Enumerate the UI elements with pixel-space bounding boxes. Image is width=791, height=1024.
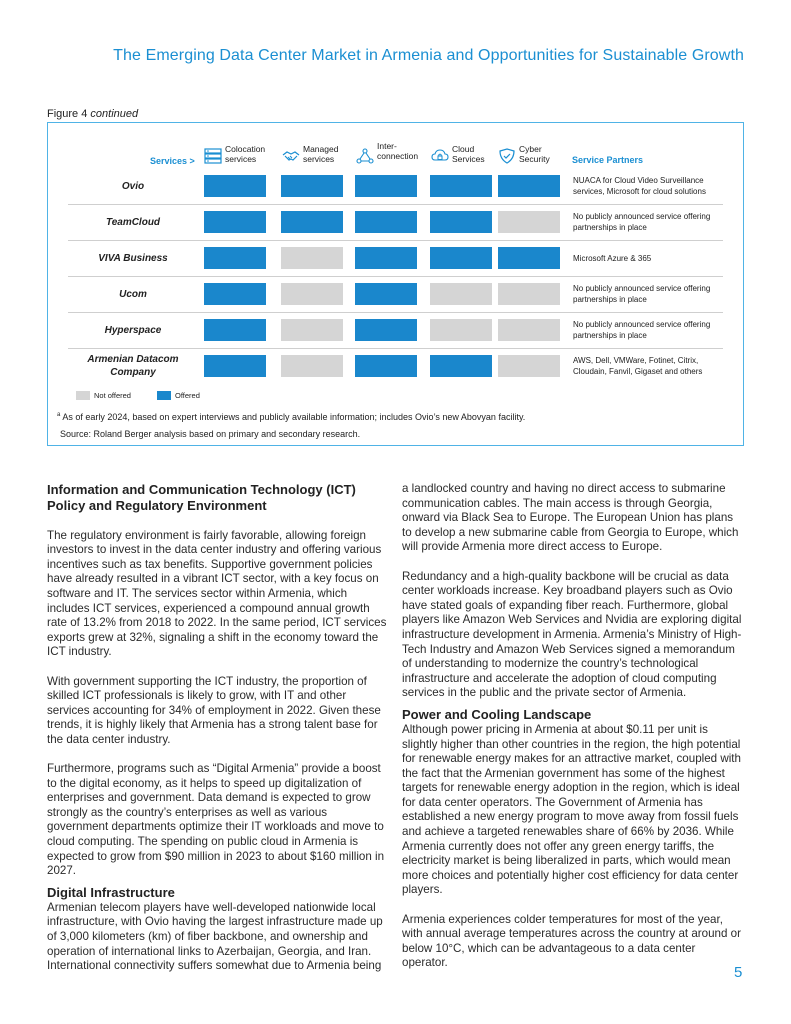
cell-not-offered: [281, 319, 343, 341]
service-partners-text: No publicly announced service offering partnerships in place: [573, 320, 711, 340]
services-label: Services >: [150, 156, 195, 166]
cell-offered: [204, 211, 266, 233]
cell-offered: [204, 175, 266, 197]
paragraph: The regulatory environment is fairly favorable, allowing foreign investors to invest in the data center industry and offering various incentives such as tax benefits. Supportive government policies have already resulted in a vibrant ICT sector, with a key focus on software and IT. The services sector within Armenia, which includes ICT services, experienced a compound annual growth rate of 13.2% from 2018 to 2022. In the same period, ICT services exports grew at 32%, signaling a shift in the economy toward the ICT industry.: [47, 528, 387, 659]
service-label-colocation: Colocation services: [225, 144, 266, 164]
cell-offered: [204, 247, 266, 269]
cell-not-offered: [430, 283, 492, 305]
cell-not-offered: [281, 283, 343, 305]
cell-not-offered: [498, 283, 560, 305]
company-name: Hyperspace: [104, 324, 162, 336]
service-label-managed: Managed services: [303, 144, 339, 164]
company-name: VIVA Business: [98, 252, 168, 264]
service-header-colocation: [204, 145, 265, 167]
cell-offered: [355, 355, 417, 377]
cell-offered: [281, 211, 343, 233]
paragraph: Armenian telecom players have well-developed nationwide local infrastructure, with Ovio having the largest infrastructure made up of 3,000 kilometers (km) of fiber backbone, and ownership and operation of international links to Azerbaijan, Georgia, and Iran. International connectivity suffers somewhat due to Armenia being: [47, 900, 383, 973]
cell-offered: [498, 175, 560, 197]
service-partners-text: NUACA for Cloud Video Surveillance services, Microsoft for cloud solutions: [573, 176, 706, 196]
handshake-icon: [282, 148, 300, 164]
network-nodes-icon: [356, 148, 374, 164]
cloud-lock-icon: [431, 148, 449, 164]
table-row: [68, 168, 723, 204]
cell-not-offered: [498, 355, 560, 377]
table-row: [68, 204, 723, 240]
figure-source: Source: Roland Berger analysis based on primary and secondary research.: [60, 429, 361, 439]
table-row: [68, 276, 723, 312]
legend-label-offered: Offered: [174, 391, 200, 400]
cell-offered: [355, 175, 417, 197]
table-row: [68, 240, 723, 276]
service-partners-text: No publicly announced service offering partnerships in place: [573, 212, 711, 232]
figure-number: Figure 4: [47, 108, 88, 120]
paragraph: a landlocked country and having no direct access to submarine communication cables. The main access is through Georgia, onward via Black Sea to Europe. The European Union has plans to develop a new submarine cable from Georgia to Europe, which will provide Armenia more direct access to Europe.: [402, 482, 739, 554]
cell-offered: [281, 175, 343, 197]
company-name: TeamCloud: [105, 216, 161, 228]
service-partners-text: AWS, Dell, VMWare, Fotinet, Citrix, Cloudain, Fanvil, Gigaset and others: [573, 356, 703, 376]
cell-not-offered: [430, 319, 492, 341]
cell-offered: [204, 355, 266, 377]
cell-offered: [355, 319, 417, 341]
legend-item-not-offered: [76, 391, 131, 400]
section-heading-ict: Information and Communication Technology (ICT) Policy and Regulatory Environment: [47, 482, 356, 513]
service-header-interconnection: [356, 142, 418, 164]
legend-swatch-not-offered: [76, 391, 90, 400]
page-number: 5: [734, 964, 743, 981]
cell-offered: [204, 319, 266, 341]
left-column: [47, 482, 387, 974]
cell-offered: [430, 247, 492, 269]
section-heading-digital-infrastructure: Digital Infrastructure: [47, 884, 175, 900]
service-partners-text: No publicly announced service offering partnerships in place: [573, 284, 711, 304]
service-label-cloud: Cloud Services: [452, 144, 485, 164]
cell-offered: [355, 283, 417, 305]
cell-offered: [430, 355, 492, 377]
service-header-managed: [282, 145, 338, 167]
right-column: [402, 482, 742, 971]
server-rack-icon: [204, 148, 222, 164]
figure-frame: [47, 122, 744, 446]
figure-label-suffix: continued: [90, 108, 139, 120]
figure-footnote: [57, 412, 525, 422]
legend: [76, 391, 226, 400]
shield-icon: [498, 148, 516, 164]
cell-offered: [204, 283, 266, 305]
table-row: [68, 348, 723, 384]
paragraph: Furthermore, programs such as “Digital Armenia” provide a boost to the digital economy, as it helps to speed up digitalization of enterprises and government. Data demand is expected to grow strongly as the country’s enterprises as well as various government departments optimize their IT workloads and move to cloud computing. The spending on public cloud in Armenia is expected to grow from $90 million in 2023 to about $160 million in 2027.: [47, 762, 385, 878]
company-name: Armenian Datacom Company: [87, 354, 179, 378]
service-header-cloud: [431, 145, 485, 167]
paragraph: Armenia experiences colder temperatures for most of the year, with annual average temperatures across the country at around or below 10°C, which can be advantageous to a data center operator.: [402, 912, 741, 970]
legend-label-not-offered: Not offered: [94, 391, 131, 400]
company-name: Ucom: [119, 288, 147, 300]
table-row: [68, 312, 723, 348]
section-heading-power-cooling: Power and Cooling Landscape: [402, 706, 592, 722]
cell-offered: [430, 175, 492, 197]
service-partners-header: Service Partners: [572, 155, 644, 165]
legend-swatch-offered: [157, 391, 171, 400]
company-name: Ovio: [121, 180, 145, 192]
footnote-text: As of early 2024, based on expert interviews and publicly available information; includes Ovio’s new Abovyan facility.: [62, 412, 526, 422]
paragraph: Although power pricing in Armenia at about $0.11 per unit is slightly higher than other countries in the region, the high potential for renewable energy makes for an attractive market, coupled with the fact that the Armenian government has some of the highest targets for renewable energy adoption in the region, which is ideal for data center operators. The Government of Armenia has established a new energy program to move away from fossil fuels and achieve a targeted renewables share of 66% by 2036. While Armenia currently does not offer any green energy tariffs, the electricity market is being liberalized in parts, which would mean more choices and potentially higher cost efficiency for data center players.: [402, 722, 741, 897]
legend-item-offered: [157, 391, 200, 400]
cell-not-offered: [498, 319, 560, 341]
running-title: The Emerging Data Center Market in Armenia and Opportunities for Sustainable Growth: [113, 47, 744, 64]
cell-offered: [355, 211, 417, 233]
paragraph: Redundancy and a high-quality backbone will be crucial as data center workloads increase. Key broadband players such as Ovio have stated goals of expanding fiber reach. Furthermore, global players like Amazon Web Services and Nvidia are exploring digital infrastructure development in Armenia. Armenia’s Ministry of High-Tech Industry and Amazon Web Services signed a memorandum of understanding to modernize the country’s technological infrastructure and accelerate the adoption of cloud computing services in the public and the private sector of Armenia.: [402, 569, 742, 700]
cell-not-offered: [281, 247, 343, 269]
cell-not-offered: [281, 355, 343, 377]
service-label-cyber: Cyber Security: [519, 144, 550, 164]
cell-offered: [498, 247, 560, 269]
service-partners-text: Microsoft Azure & 365: [573, 253, 652, 263]
service-header-cyber: [498, 145, 550, 167]
figure-label: [47, 108, 138, 120]
service-label-interconnection: Inter- connection: [377, 141, 419, 161]
cell-offered: [355, 247, 417, 269]
paragraph: With government supporting the ICT industry, the proportion of skilled ICT professionals is likely to grow, with IT and other services accounting for 34% of employment in 2022. Given these trends, it is highly likely that Armenia has a strong talent base for the data center industry.: [47, 674, 381, 746]
footnote-mark: a: [57, 412, 61, 418]
cell-not-offered: [498, 211, 560, 233]
cell-offered: [430, 211, 492, 233]
